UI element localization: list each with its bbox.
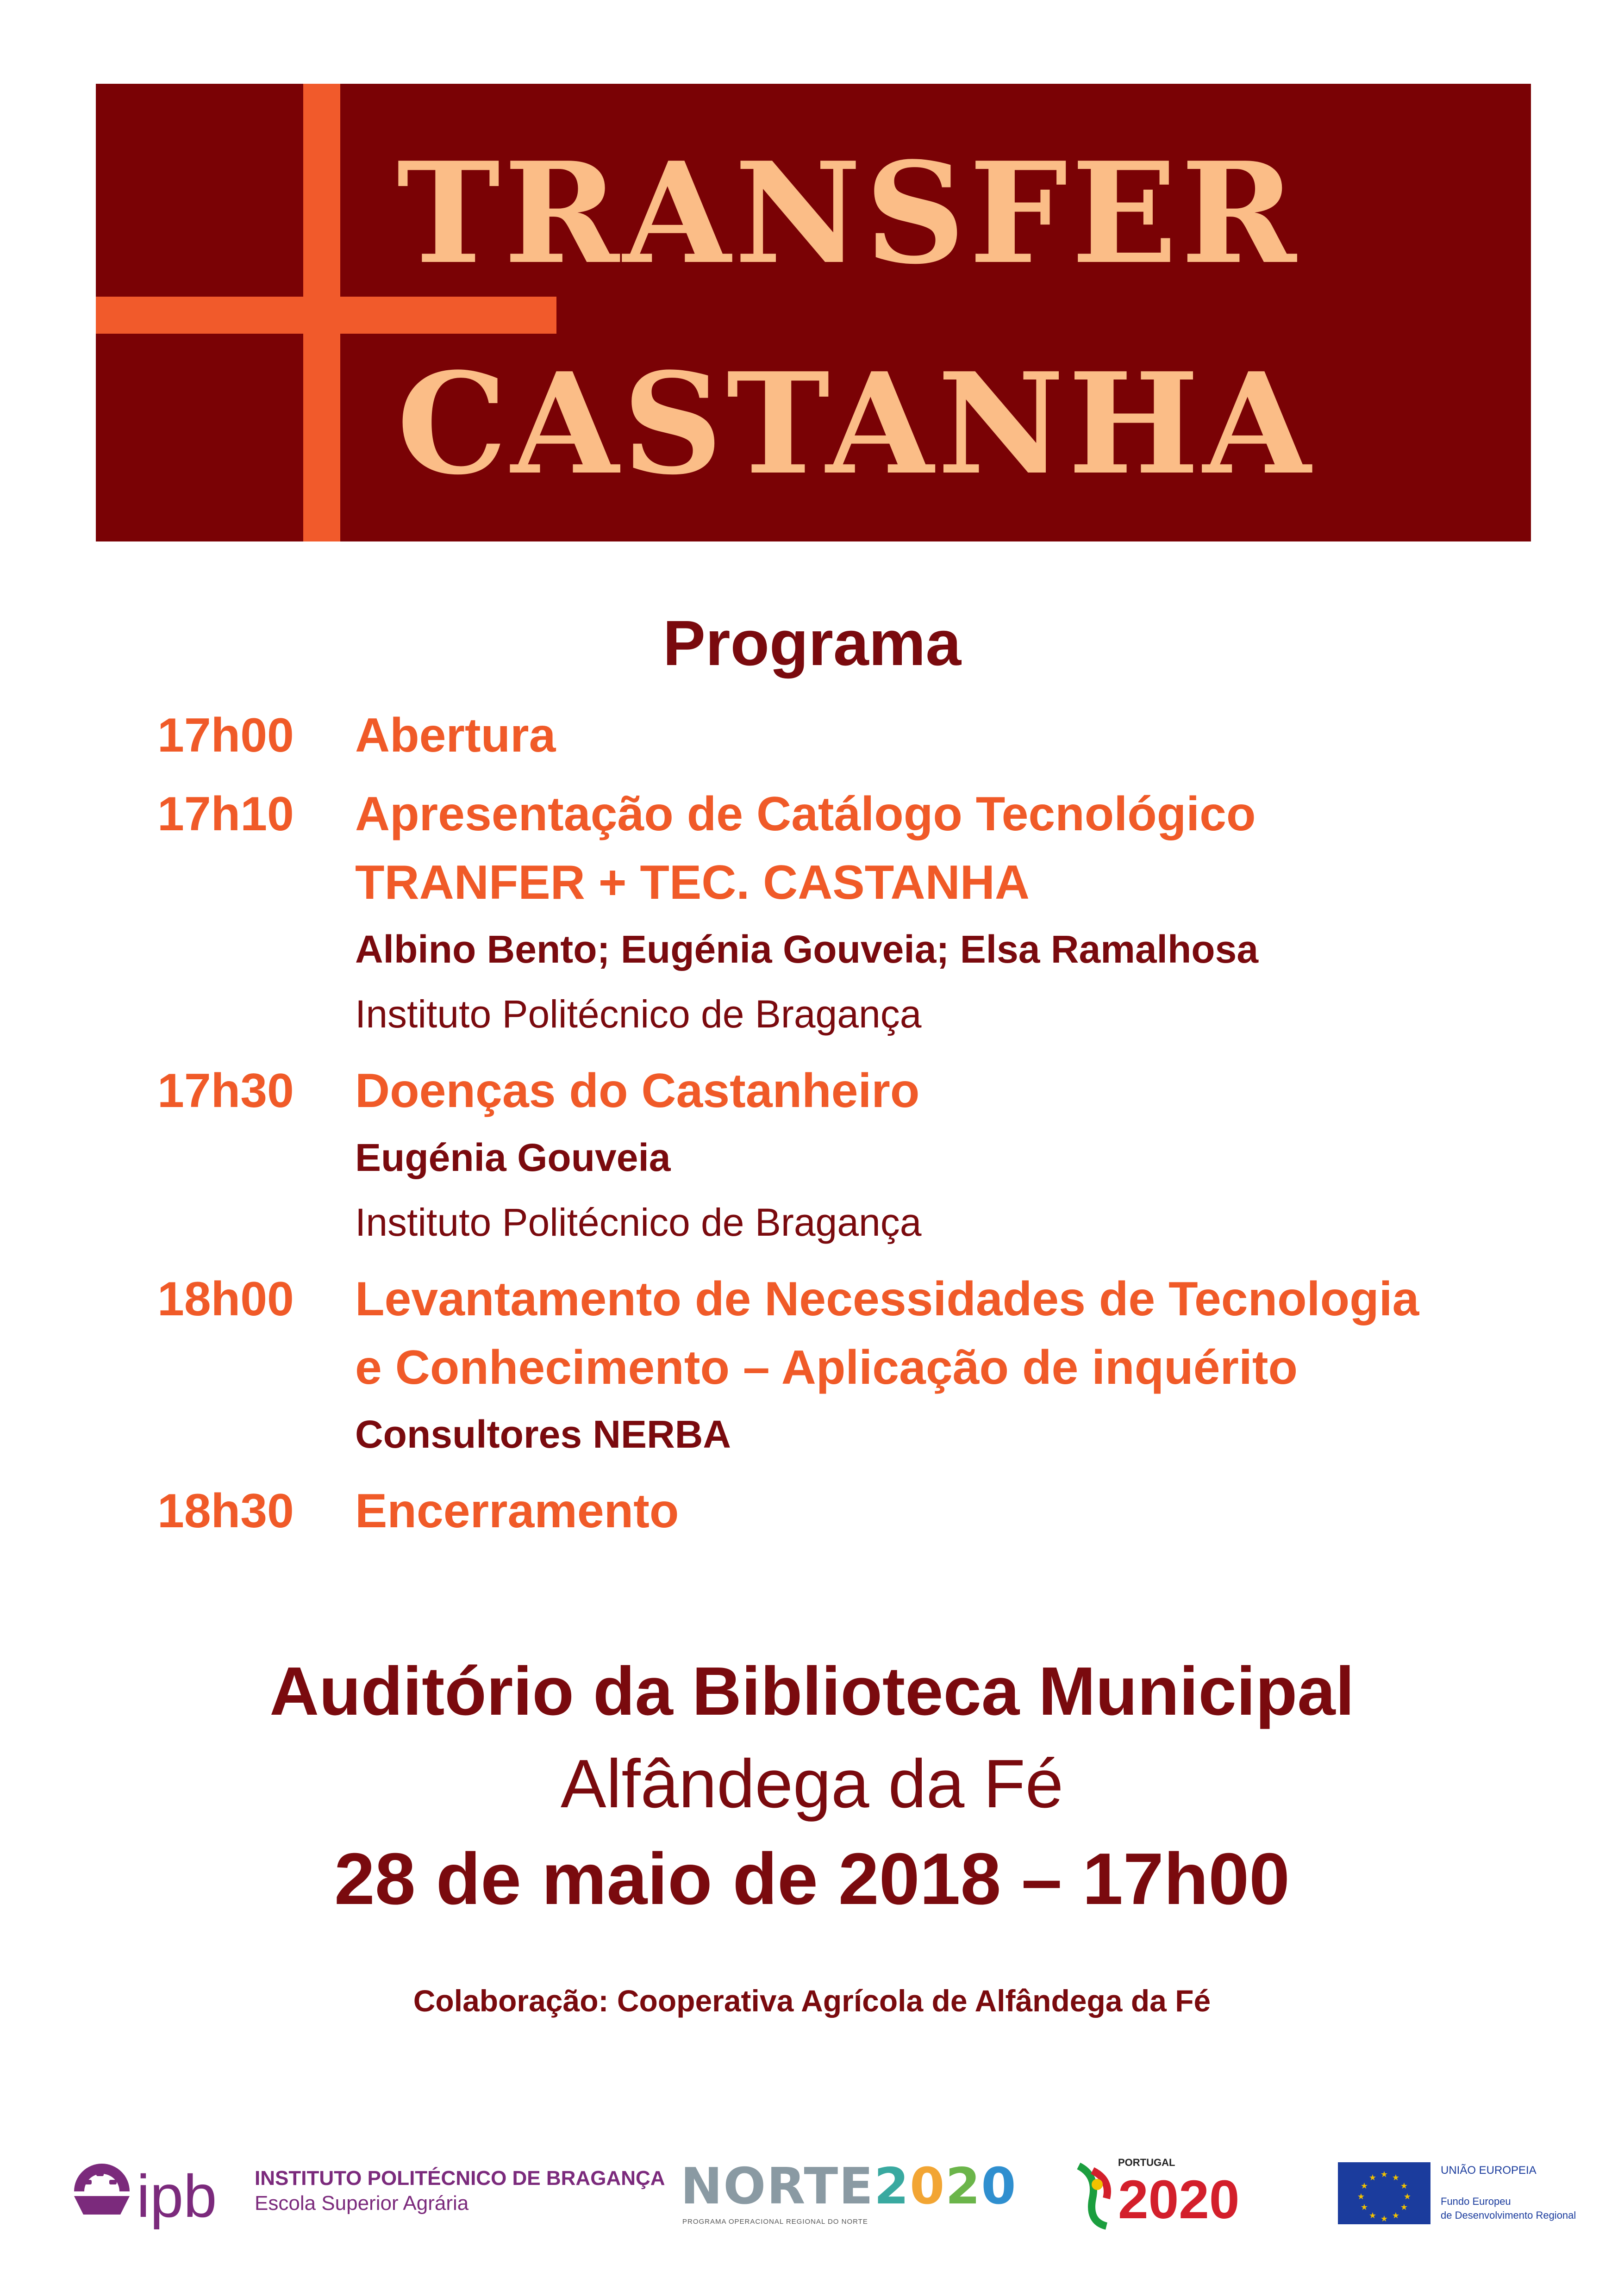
agenda-time: 17h00	[157, 709, 294, 762]
svg-text:★: ★	[1392, 2211, 1400, 2221]
agenda-title: Apresentação de Catálogo Tecnológico	[355, 787, 1256, 841]
agenda-speakers: Consultores NERBA	[355, 1412, 731, 1456]
agenda-speakers: Eugénia Gouveia	[355, 1136, 671, 1179]
agenda-title: TRANFER + TEC. CASTANHA	[355, 856, 1030, 909]
ipb-mark-text: ipb	[137, 2162, 217, 2230]
eu-union-label: UNIÃO EUROPEIA	[1441, 2164, 1537, 2177]
eu-flag-icon	[1338, 2162, 1430, 2224]
agenda-title: Doenças do Castanheiro	[355, 1064, 920, 1118]
agenda-title: Encerramento	[355, 1484, 679, 1538]
venue-place: Alfândega da Fé	[560, 1746, 1064, 1822]
event-date: 28 de maio de 2018 – 17h00	[334, 1838, 1290, 1920]
agenda-item	[157, 1265, 1500, 1467]
ipb-school: Escola Superior Agrária	[255, 2192, 469, 2215]
ipb-logo	[56, 2147, 665, 2240]
agenda-time: 18h30	[157, 1484, 294, 1538]
agenda-title: Abertura	[355, 709, 556, 762]
eu-fund-label-2: de Desenvolvimento Regional	[1441, 2209, 1576, 2221]
title-banner	[96, 84, 1531, 541]
agenda	[157, 701, 1500, 1556]
norte2020-logo	[681, 2157, 1017, 2240]
ipb-mark-icon	[56, 2147, 250, 2240]
venue-name: Auditório da Biblioteca Municipal	[269, 1653, 1355, 1730]
agenda-item	[157, 1477, 1500, 1545]
svg-text:★: ★	[1400, 2203, 1408, 2212]
title-line-2: CASTANHA	[397, 342, 1315, 505]
svg-text:★: ★	[1400, 2181, 1408, 2191]
agenda-time: 18h00	[157, 1272, 294, 1326]
svg-text:★: ★	[1380, 2214, 1388, 2224]
agenda-institution: Instituto Politécnico de Bragança	[355, 1201, 922, 1244]
ipb-name: INSTITUTO POLITÉCNICO DE BRAGANÇA	[255, 2167, 665, 2190]
svg-text:★: ★	[1360, 2203, 1368, 2212]
agenda-time: 17h30	[157, 1064, 294, 1118]
svg-text:★: ★	[1360, 2181, 1368, 2191]
agenda-institution: Instituto Politécnico de Bragança	[355, 992, 922, 1036]
collaboration-note: Colaboração: Cooperativa Agrícola de Alfândega da Fé	[413, 1984, 1211, 2018]
agenda-item	[157, 1057, 1500, 1255]
cross-horizontal-bar	[96, 297, 556, 334]
agenda-time: 17h10	[157, 787, 294, 841]
svg-text:★: ★	[1368, 2173, 1377, 2183]
svg-text:★: ★	[1380, 2170, 1388, 2179]
agenda-title: e Conhecimento – Aplicação de inquérito	[355, 1341, 1298, 1394]
eu-fund-label: Fundo Europeu	[1441, 2196, 1511, 2207]
agenda-speakers: Albino Bento; Eugénia Gouveia; Elsa Ramalhosa	[355, 927, 1259, 971]
norte2020-subtitle: PROGRAMA OPERACIONAL REGIONAL DO NORTE	[682, 2218, 868, 2226]
title-line-1: TRANSFER	[397, 131, 1300, 295]
portugal-label: PORTUGAL	[1118, 2157, 1175, 2168]
svg-text:★: ★	[1392, 2173, 1400, 2183]
program-heading: Programa	[662, 608, 962, 679]
svg-text:★: ★	[1368, 2211, 1377, 2221]
agenda-item	[157, 701, 1500, 770]
portugal2020-logo	[1074, 2152, 1268, 2240]
portugal-flag-icon	[1074, 2157, 1116, 2231]
svg-text:★: ★	[1357, 2192, 1365, 2202]
eu-logo	[1338, 2162, 1616, 2227]
norte2020-word: NORTE2020	[681, 2158, 1017, 2215]
agenda-item	[157, 780, 1500, 1046]
portugal-year: 2020	[1118, 2169, 1240, 2230]
agenda-title: Levantamento de Necessidades de Tecnologia	[355, 1272, 1419, 1326]
svg-text:★: ★	[1403, 2192, 1412, 2202]
